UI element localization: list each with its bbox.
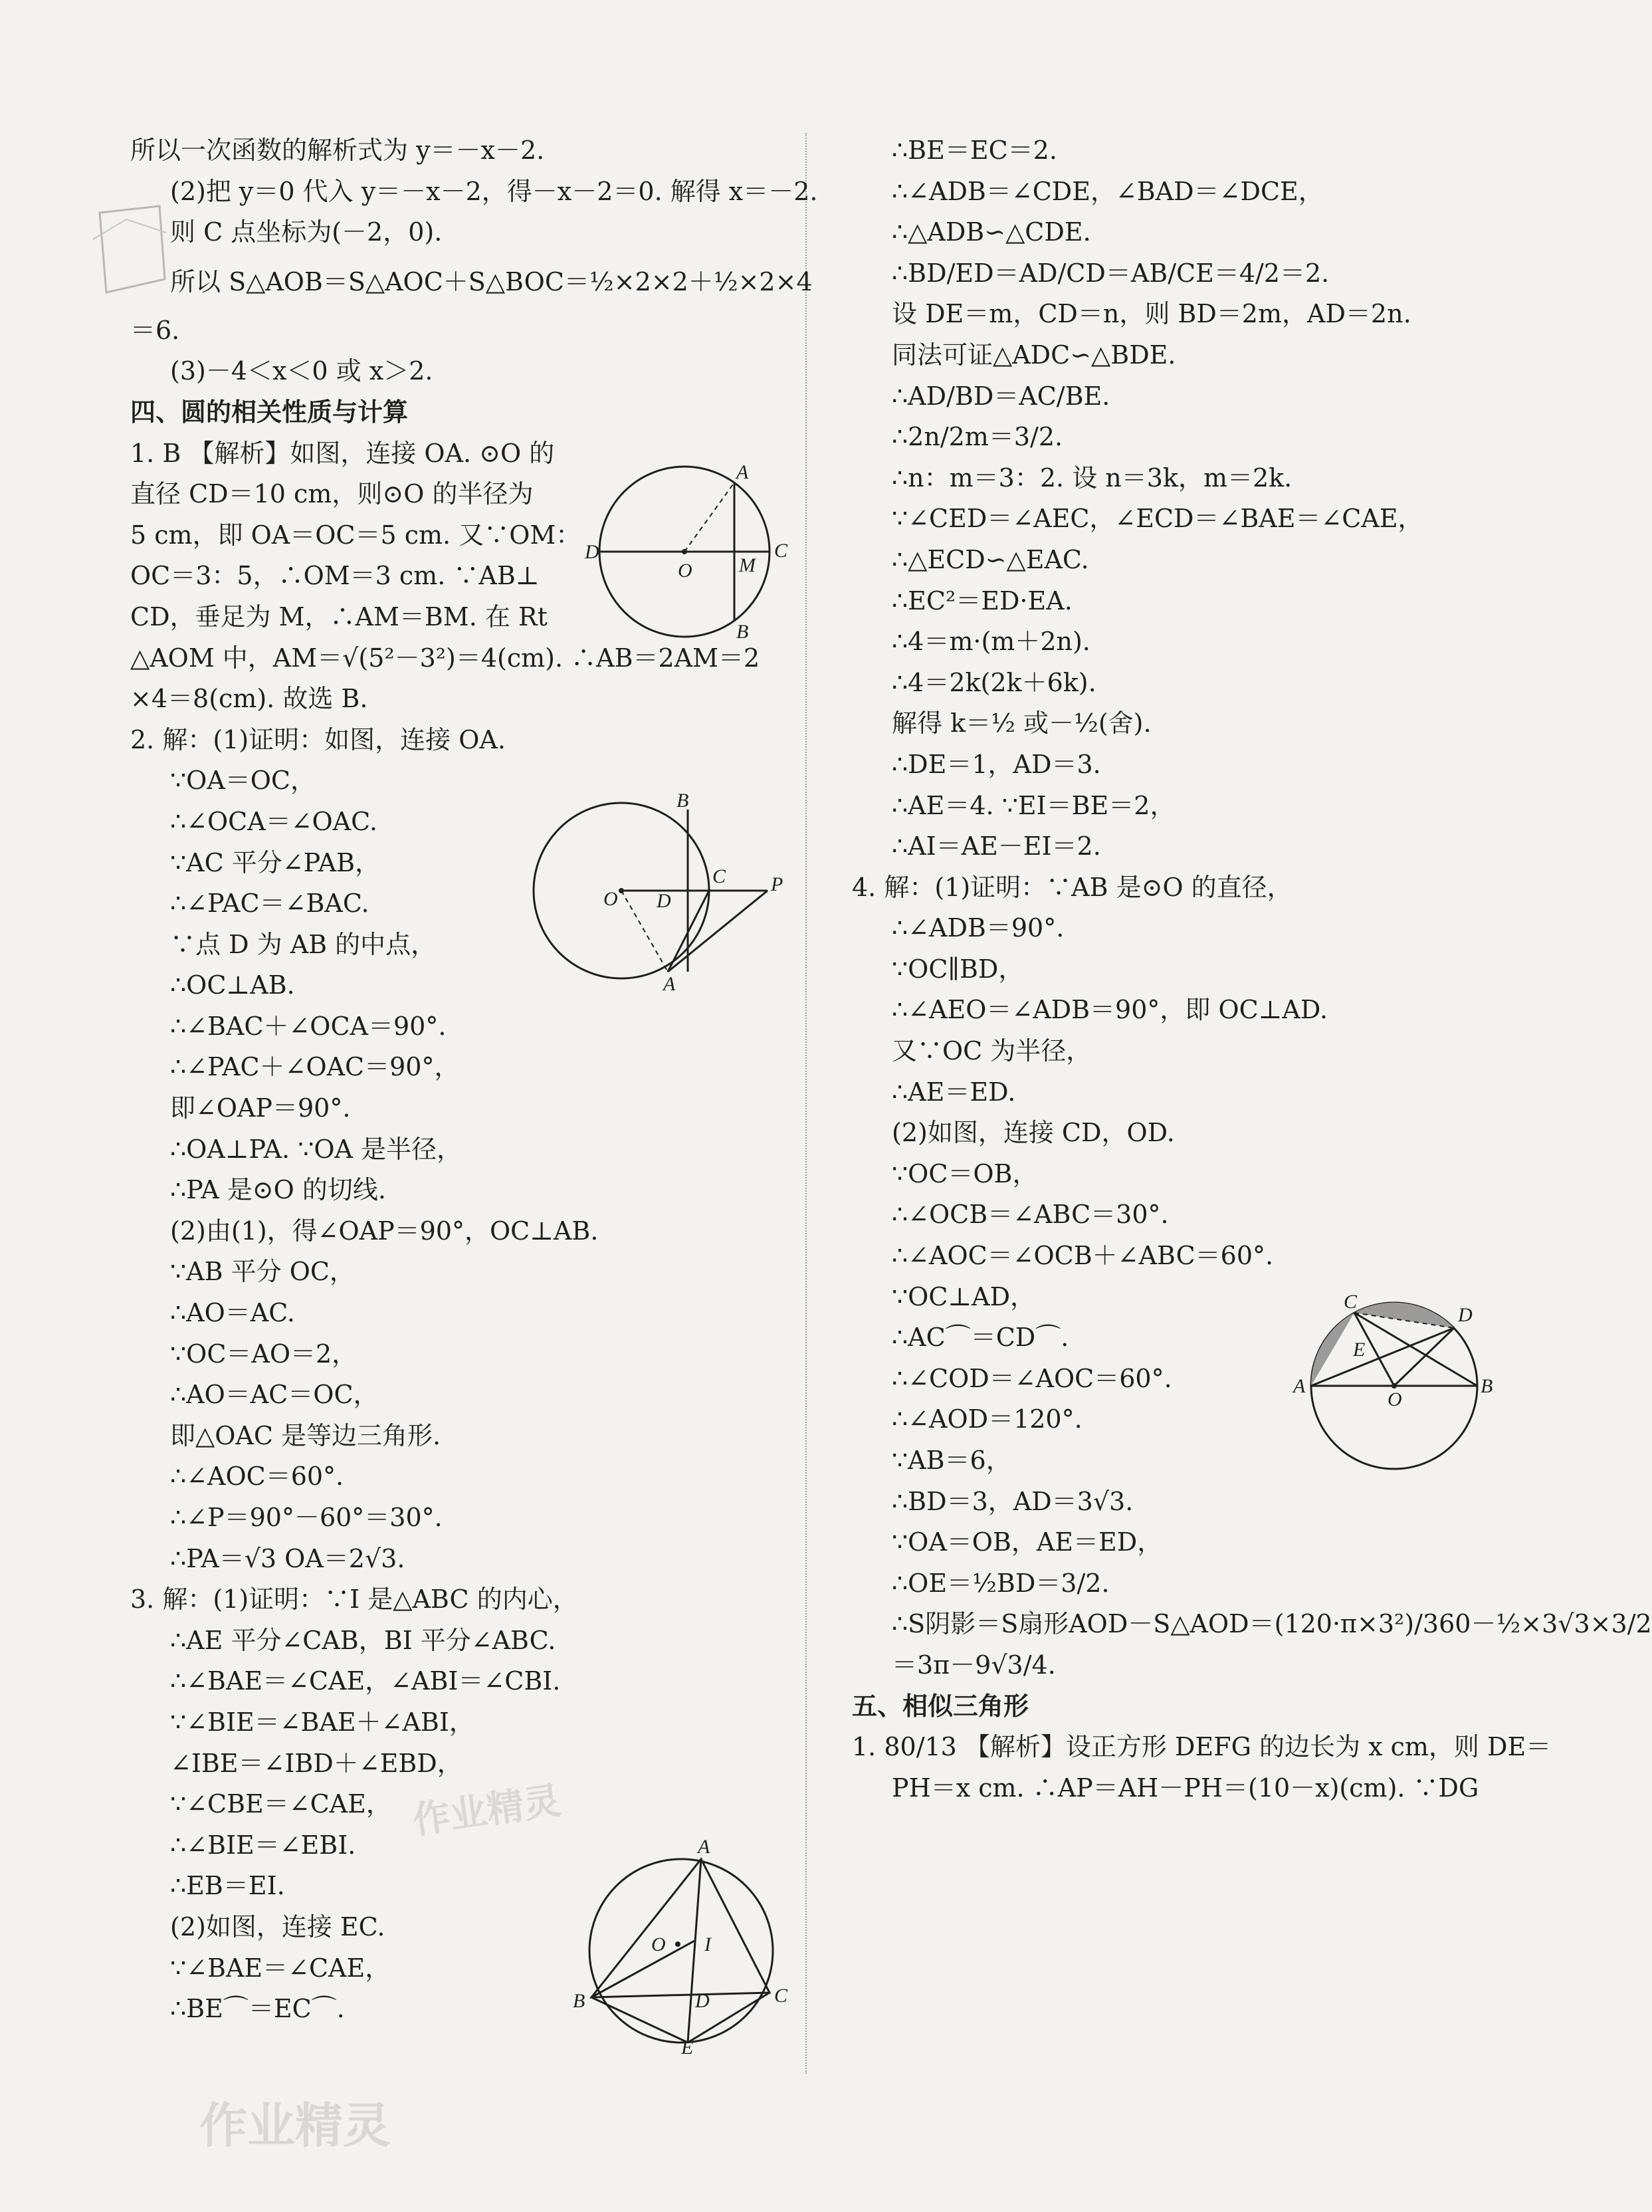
text-line: ∵OA＝OB，AE＝ED， — [892, 1527, 1163, 1557]
fig4-label-B: B — [1481, 1375, 1493, 1397]
text-line: 5 cm，即 OA＝OC＝5 cm. 又∵OM： — [130, 520, 581, 550]
fig3-label-D: D — [695, 1990, 710, 2012]
section-heading: 四、圆的相关性质与计算 — [130, 397, 409, 427]
text-line: ∵∠CBE＝∠CAE， — [170, 1789, 391, 1819]
text-line: ∴AI＝AE－EI＝2. — [892, 831, 1101, 861]
text-line: ∴△ADB∽△CDE. — [892, 217, 1091, 247]
text-line: ∴∠ADB＝90°. — [892, 913, 1065, 943]
text-line: 所以 S△AOB＝S△AOC＋S△BOC＝½×2×2＋½×2×4 — [170, 267, 813, 296]
text-line: ×4＝8(cm). 故选 B. — [130, 684, 368, 714]
text-line: ∴∠AOC＝∠OCB＋∠ABC＝60°. — [892, 1241, 1274, 1271]
text-line: ∴S阴影＝S扇形AOD－S△AOD＝(120·π×3²)/360－½×3√3×3/2 — [892, 1609, 1652, 1639]
text-line: ∵∠BAE＝∠CAE， — [170, 1953, 391, 1983]
text-line: ∵AB＝6， — [892, 1446, 1011, 1475]
text-line: ∴2n/2m＝3/2. — [892, 422, 1063, 452]
text-line: (2)由(1)，得∠OAP＝90°，OC⊥AB. — [170, 1216, 599, 1246]
fig3-label-A: A — [698, 1836, 710, 1858]
text-line: ∴EB＝EI. — [170, 1871, 285, 1901]
text-line: 设 DE＝m，CD＝n，则 BD＝2m，AD＝2n. — [892, 299, 1411, 329]
fig3-label-O: O — [651, 1934, 666, 1955]
text-line: ∵OC∥BD， — [892, 954, 1024, 984]
text-line: ∴AO＝AC＝OC， — [170, 1380, 379, 1410]
figure-circle-chord — [585, 459, 797, 651]
text-line: ∵OC＝OB， — [892, 1159, 1038, 1188]
text-line: ∵OA＝OC， — [170, 766, 316, 796]
text-line: ∴OC⊥AB. — [170, 970, 295, 1000]
column-divider — [805, 133, 807, 2074]
text-line: ∴∠BAE＝∠CAE，∠ABI＝∠CBI. — [170, 1666, 561, 1696]
text-line: ∴∠PAC＋∠OAC＝90°， — [170, 1052, 460, 1082]
fig1-label-B: B — [736, 621, 749, 643]
text-line: ∴AE＝4. ∵EI＝BE＝2， — [892, 790, 1176, 820]
text-line: ∴AO＝AC. — [170, 1298, 296, 1328]
text-line: ∠IBE＝∠IBD＋∠EBD， — [170, 1748, 463, 1778]
text-line: 则 C 点坐标为(－2，0). — [170, 217, 443, 247]
text-line: ∴△ECD∽△EAC. — [892, 544, 1089, 574]
text-line: ∵∠CED＝∠AEC，∠ECD＝∠BAE＝∠CAE， — [892, 504, 1423, 534]
text-line: ∴∠P＝90°－60°＝30°. — [170, 1503, 443, 1532]
text-line: ∴AE 平分∠CAB，BI 平分∠ABC. — [170, 1625, 556, 1655]
fig4-label-C: C — [1344, 1291, 1358, 1313]
text-line: ∴OA⊥PA. ∵OA 是半径， — [170, 1134, 463, 1164]
text-line: ∴BD＝3，AD＝3√3. — [892, 1486, 1134, 1516]
text-line: 1. 80/13 【解析】设正方形 DEFG 的边长为 x cm，则 DE＝ — [852, 1732, 1552, 1762]
fig4-label-O: O — [1388, 1388, 1402, 1410]
figure-circle-tangent — [525, 790, 791, 995]
fig1-label-D: D — [585, 541, 599, 563]
fig3-label-E: E — [681, 2037, 694, 2058]
text-line: ∵AC 平分∠PAB， — [170, 847, 381, 877]
text-line: OC＝3：5，∴OM＝3 cm. ∵AB⊥ — [130, 561, 540, 591]
fig2-label-C: C — [712, 865, 726, 887]
fig2-label-D: D — [657, 890, 671, 912]
text-line: ∴4＝m·(m＋2n). — [892, 627, 1090, 657]
text-line: 所以一次函数的解析式为 y＝－x－2. — [130, 136, 545, 165]
text-line: 即∠OAP＝90°. — [170, 1093, 351, 1123]
text-line: ＝6. — [130, 315, 180, 345]
text-line: ∴BD/ED＝AD/CD＝AB/CE＝4/2＝2. — [892, 258, 1330, 288]
text-line: △AOM 中，AM＝√(5²－3²)＝4(cm). ∴AB＝2AM＝2 — [130, 643, 760, 673]
text-line: ＝3π－9√3/4. — [892, 1650, 1056, 1680]
text-line: 即△OAC 是等边三角形. — [170, 1420, 441, 1450]
text-line: ∴∠COD＝∠AOC＝60°. — [892, 1363, 1172, 1393]
text-line: ∴EC²＝ED·EA. — [892, 586, 1073, 615]
text-line: PH＝x cm. ∴AP＝AH－PH＝(10－x)(cm). ∵DG — [892, 1773, 1479, 1803]
fig1-label-O: O — [678, 560, 692, 582]
fig2-label-B: B — [676, 790, 689, 812]
fig3-label-C: C — [774, 1985, 788, 2007]
text-line: ∴AD/BD＝AC/BE. — [892, 381, 1110, 411]
figure-triangle-incenter — [571, 1821, 791, 2058]
fig4-label-E: E — [1353, 1339, 1366, 1361]
text-line: ∴∠ADB＝∠CDE，∠BAD＝∠DCE， — [892, 176, 1324, 206]
text-line: ∴∠BIE＝∠EBI. — [170, 1830, 356, 1860]
fig4-label-D: D — [1458, 1304, 1473, 1326]
right-column — [852, 130, 1652, 1809]
text-line: 4. 解：(1)证明：∵AB 是⊙O 的直径， — [852, 872, 1292, 902]
text-line: (2)如图，连接 CD，OD. — [892, 1118, 1175, 1148]
text-line: 同法可证△ADC∽△BDE. — [892, 340, 1176, 370]
fig2-label-P: P — [771, 873, 783, 895]
fig1-label-M: M — [739, 554, 756, 576]
text-line: ∴BE＝EC＝2. — [892, 136, 1057, 165]
section-heading: 五、相似三角形 — [852, 1691, 1029, 1721]
text-line: ∴OE＝½BD＝3/2. — [892, 1568, 1110, 1598]
fig3-label-I: I — [704, 1934, 711, 1955]
text-line: ∴∠OCA＝∠OAC. — [170, 806, 377, 836]
text-line: ∴∠AEO＝∠ADB＝90°，即 OC⊥AD. — [892, 995, 1328, 1025]
text-line: CD，垂足为 M，∴AM＝BM. 在 Rt — [130, 602, 548, 631]
text-line: (3)－4＜x＜0 或 x＞2. — [170, 356, 433, 386]
text-line: ∵OC＝AO＝2， — [170, 1339, 358, 1369]
text-line: 解得 k＝½ 或－½(舍). — [892, 709, 1152, 738]
text-line: (2)把 y＝0 代入 y＝－x－2，得－x－2＝0. 解得 x＝－2. — [170, 176, 818, 206]
fig3-label-B: B — [573, 1990, 585, 2012]
text-line: ∴AE＝ED. — [892, 1077, 1016, 1107]
fig1-label-C: C — [774, 540, 788, 562]
text-line: ∴4＝2k(2k＋6k). — [892, 667, 1096, 697]
text-line: ∴∠AOD＝120°. — [892, 1404, 1083, 1434]
text-line: ∴PA＝√3 OA＝2√3. — [170, 1543, 405, 1573]
fig2-label-A: A — [663, 973, 676, 995]
text-line: (2)如图，连接 EC. — [170, 1912, 385, 1941]
text-line: ∴∠OCB＝∠ABC＝30°. — [892, 1200, 1169, 1230]
text-line: 又∵OC 为半径， — [892, 1036, 1092, 1066]
watermark: 作业精灵 — [410, 1779, 564, 1843]
text-line: 1. B 【解析】如图，连接 OA. ⊙O 的 — [130, 438, 555, 468]
text-line: ∴BE⌒＝EC⌒. — [170, 1994, 345, 2024]
text-line: ∴∠PAC＝∠BAC. — [170, 889, 369, 919]
figure-shaded-sector — [1288, 1289, 1500, 1469]
text-line: 直径 CD＝10 cm，则⊙O 的半径为 — [130, 479, 534, 509]
text-line: ∴∠AOC＝60°. — [170, 1462, 344, 1492]
text-line: 2. 解：(1)证明：如图，连接 OA. — [130, 724, 506, 754]
text-line: ∵AB 平分 OC， — [170, 1257, 355, 1287]
text-line: ∴PA 是⊙O 的切线. — [170, 1175, 386, 1205]
text-line: 3. 解：(1)证明：∵I 是△ABC 的内心， — [130, 1585, 578, 1614]
fig4-label-A: A — [1293, 1375, 1306, 1397]
text-line: ∵∠BIE＝∠BAE＋∠ABI， — [170, 1707, 474, 1737]
watermark: 作业精灵 — [199, 2098, 391, 2154]
text-line: ∴n：m＝3：2. 设 n＝3k，m＝2k. — [892, 463, 1292, 493]
fig1-label-A: A — [736, 461, 749, 483]
fig2-label-O: O — [603, 888, 618, 910]
text-line: ∵点 D 为 AB 的中点， — [170, 929, 437, 959]
left-column — [130, 130, 818, 2030]
text-line: ∴∠BAC＋∠OCA＝90°. — [170, 1011, 447, 1041]
text-line: ∴DE＝1，AD＝3. — [892, 749, 1101, 779]
text-line: ∵OC⊥AD， — [892, 1281, 1036, 1311]
text-line: ∴AC⌒＝CD⌒. — [892, 1323, 1069, 1353]
